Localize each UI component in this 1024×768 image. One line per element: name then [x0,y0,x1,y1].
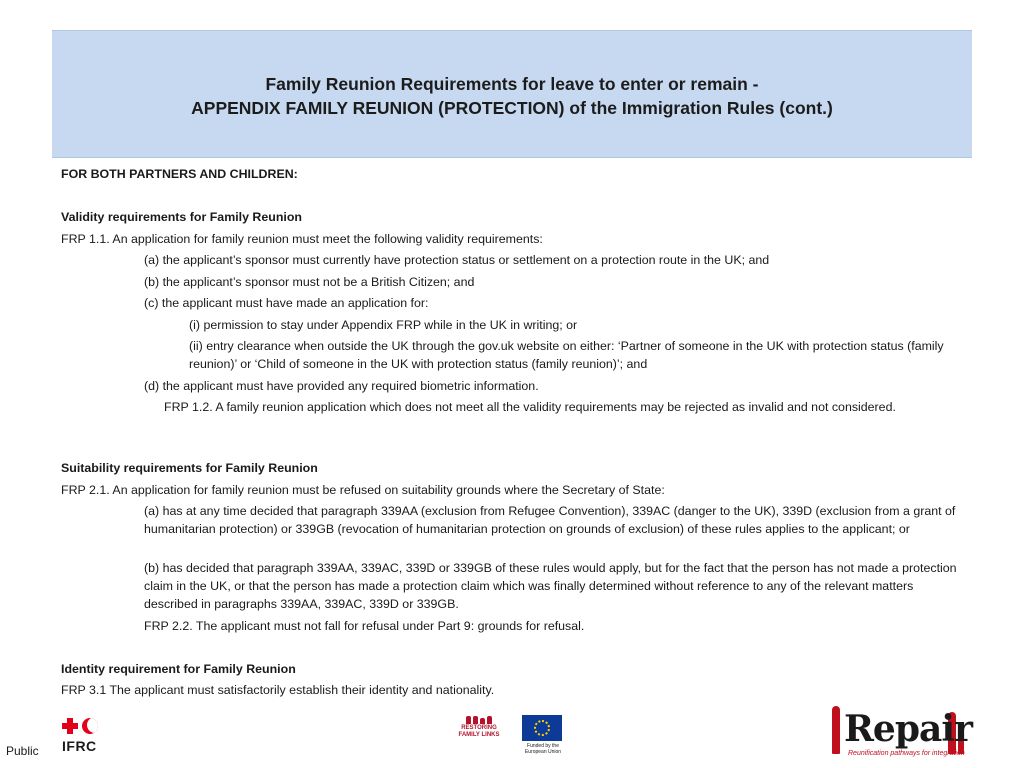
title-banner [52,30,972,158]
title-line-2: APPENDIX FAMILY REUNION (PROTECTION) of the Immigration Rules (cont.) [191,98,833,118]
ifrc-logo [62,716,106,756]
frp-1-1-c: (c) the applicant must have made an application for: [144,296,429,310]
frp-2-1-a: (a) has at any time decided that paragraph 339AA (exclusion from Refugee Convention), 339AC (danger to the UK), 339D (exclusion from a grant of humanitarian protection) or 339GB (revocation of humanitarian protection on grounds of exclusion) of these rules applies to the applicant; or [144,504,956,536]
frp-1-2: FRP 1.2. A family reunion application which does not meet all the validity requirements may be rejected as invalid and not considered. [164,400,896,414]
repair-logo [832,702,972,764]
classification-label: Public [6,744,39,758]
eu-flag-icon [522,715,562,741]
eu-funding-text: Funded by the European Union [524,743,562,755]
suitability-heading: Suitability requirements for Family Reunion [61,461,318,475]
frp-3-1: FRP 3.1 The applicant must satisfactorily establish their identity and nationality. [61,683,495,697]
frp-1-1: FRP 1.1. An application for family reunion must meet the following validity requirements: [61,232,543,246]
frp-1-1-b: (b) the applicant’s sponsor must not be a British Citizen; and [144,275,475,289]
frp-1-1-c-i: (i) permission to stay under Appendix FRP while in the UK in writing; or [189,318,578,332]
repair-tagline: Reunification pathways for integration [848,750,965,757]
red-crescent-icon [82,718,98,734]
eu-funding-logo [522,715,564,755]
repair-wordmark: Repair [844,708,972,750]
frp-1-1-d: (d) the applicant must have provided any required biometric information. [144,379,539,393]
section-intro: FOR BOTH PARTNERS AND CHILDREN: [61,167,298,181]
ifrc-logo-text: IFRC [62,738,97,754]
frp-2-1-b: (b) has decided that paragraph 339AA, 339AC, 339D or 339GB of these rules would apply, but for the fact that the person has not made a protection claim in the UK, or that the person has made a protection claim which was finally determined without reference to any of the relevant matters described in paragraphs 339AA, 339AC, 339D or 339GB. [144,561,957,611]
frp-2-2: FRP 2.2. The applicant must not fall for refusal under Part 9: grounds for refusal. [144,619,585,633]
identity-heading: Identity requirement for Family Reunion [61,662,296,676]
title-line-1: Family Reunion Requirements for leave to enter or remain - [265,74,759,94]
restoring-family-links-logo [450,716,508,746]
red-cross-icon [62,718,78,734]
frp-1-1-c-ii: (ii) entry clearance when outside the UK through the gov.uk website on either: ‘Partner of someone in the UK with protection status (family reunion)’ or ‘Child of someone in the UK with protection status (family reunion)’; and [189,339,944,371]
frp-1-1-a: (a) the applicant’s sponsor must currently have protection status or settlement on a protection route in the UK; and [144,253,770,267]
validity-heading: Validity requirements for Family Reunion [61,210,302,224]
family-figures-icon [450,716,508,724]
family-silhouette-icon [832,706,840,754]
frp-2-1: FRP 2.1. An application for family reunion must be refused on suitability grounds where the Secretary of State: [61,483,665,497]
rfl-logo-text: RESTORING FAMILY LINKS [458,725,500,738]
